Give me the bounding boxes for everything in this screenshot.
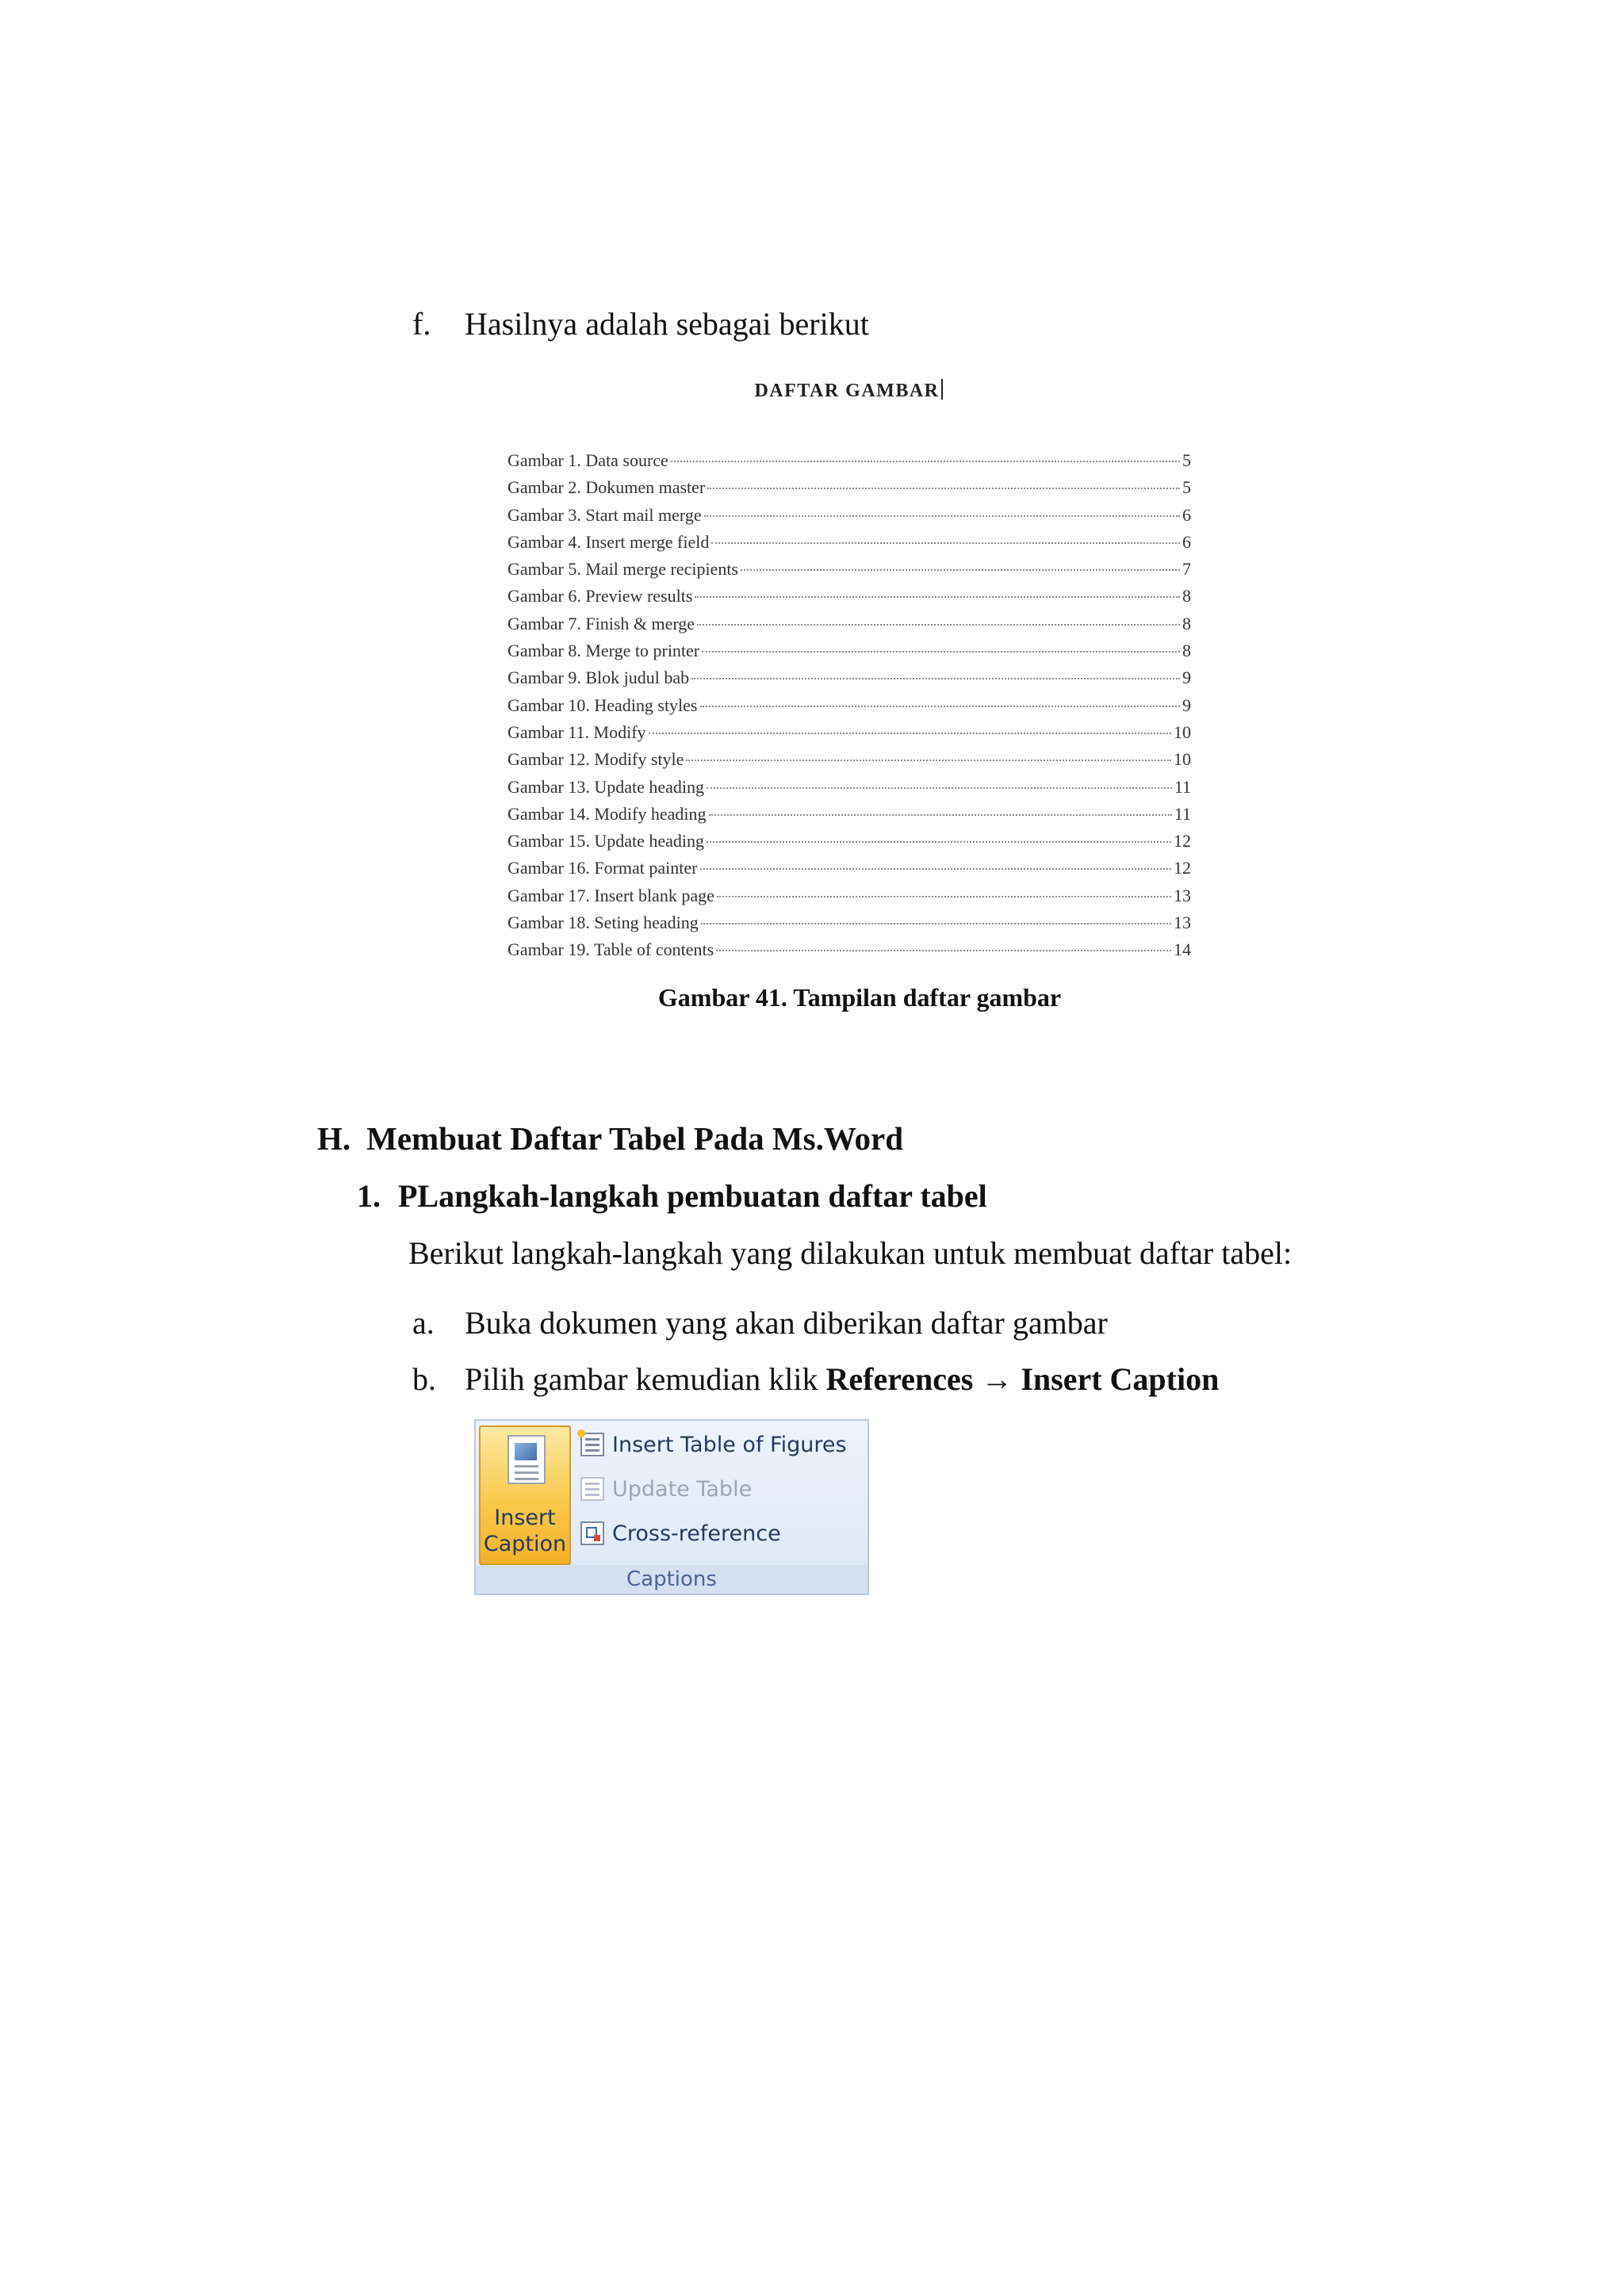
insert-caption-label: Insert Caption: [483, 1506, 567, 1556]
intro-paragraph: Berikut langkah-langkah yang dilakukan untuk membuat daftar tabel:: [408, 1235, 1293, 1271]
toc-entry: [508, 614, 1191, 641]
section-heading: [317, 1119, 903, 1158]
toc-entry: [508, 804, 1191, 831]
captions-group-label: Captions: [476, 1565, 868, 1594]
toc-leader-dots: [704, 515, 1180, 517]
step-b: [412, 1360, 1219, 1398]
step-b-references: References: [825, 1361, 974, 1397]
toc-leader-dots: [671, 461, 1180, 462]
toc-entry: [508, 886, 1191, 913]
toc-entry-page: 11: [1174, 803, 1191, 824]
toc-entry-label: Gambar 18. Seting heading: [508, 913, 699, 933]
toc-entry: [508, 450, 1191, 477]
toc-leader-dots: [711, 542, 1180, 544]
toc-entry-page: 10: [1174, 749, 1191, 770]
toc-entry-page: 8: [1182, 613, 1191, 633]
step-a-text: Buka dokumen yang akan diberikan daftar gambar: [465, 1305, 1108, 1341]
toc-entry-label: Gambar 4. Insert merge field: [508, 531, 710, 552]
toc-leader-dots: [649, 733, 1171, 734]
toc-entry-label: Gambar 2. Dokumen master: [508, 477, 706, 498]
toc-entry-label: Gambar 8. Merge to printer: [508, 641, 700, 661]
section-title: Membuat Daftar Tabel Pada Ms.Word: [366, 1120, 904, 1157]
toc-leader-dots: [695, 596, 1180, 598]
subsection-title: PLangkah-langkah pembuatan daftar tabel: [398, 1178, 987, 1214]
update-table-button[interactable]: [580, 1471, 752, 1506]
subsection-heading: [357, 1177, 987, 1215]
toc-leader-dots: [686, 760, 1171, 761]
step-f-marker: f.: [412, 306, 431, 342]
toc-entry-label: Gambar 1. Data source: [508, 450, 668, 470]
table-of-figures-icon: [580, 1433, 604, 1456]
toc-entry: [508, 559, 1191, 586]
toc-entry-page: 5: [1182, 450, 1191, 470]
toc-entry-label: Gambar 6. Preview results: [508, 586, 693, 607]
toc-leader-dots: [701, 923, 1171, 924]
toc-entry-label: Gambar 5. Mail merge recipients: [508, 559, 738, 580]
toc-entry-label: Gambar 9. Blok judul bab: [508, 668, 690, 688]
toc-entry-page: 10: [1174, 721, 1191, 742]
toc-leader-dots: [707, 841, 1171, 843]
toc-entry-label: Gambar 19. Table of contents: [508, 939, 714, 960]
toc-entry: [508, 913, 1191, 939]
step-a: [412, 1304, 1108, 1341]
toc-entry: [508, 505, 1191, 532]
toc-leader-dots: [697, 624, 1180, 626]
step-b-text: Pilih gambar kemudian klik: [465, 1361, 826, 1397]
toc-entry: [508, 722, 1191, 749]
toc-entry-page: 13: [1174, 913, 1191, 933]
toc-entry-page: 6: [1182, 504, 1191, 525]
toc-title: DAFTAR GAMBAR: [500, 379, 1197, 402]
toc-entry-label: Gambar 7. Finish & merge: [508, 613, 695, 633]
toc-entry: [508, 668, 1191, 695]
step-a-marker: a.: [412, 1305, 435, 1341]
toc-entry-page: 9: [1182, 695, 1191, 715]
toc-entry-label: Gambar 14. Modify heading: [508, 803, 707, 824]
step-b-marker: b.: [412, 1361, 436, 1397]
toc-entry-page: 9: [1182, 668, 1191, 688]
toc-entry: [508, 532, 1191, 559]
toc-entry-page: 6: [1182, 531, 1191, 552]
toc-entry-label: Gambar 16. Format painter: [508, 858, 698, 878]
toc-entry-page: 12: [1174, 858, 1191, 878]
cross-reference-button[interactable]: [580, 1516, 781, 1551]
step-b-insert-caption: Insert Caption: [1021, 1361, 1220, 1397]
toc-entry-label: Gambar 13. Update heading: [508, 776, 705, 797]
toc-entry: [508, 641, 1191, 668]
toc-entry: [508, 858, 1191, 885]
toc-entry: [508, 477, 1191, 504]
text-cursor: [941, 379, 943, 400]
insert-caption-icon: [508, 1435, 546, 1484]
toc-leader-dots: [707, 488, 1180, 489]
step-f-text: Hasilnya adalah sebagai berikut: [465, 306, 869, 342]
toc-entry-page: 11: [1174, 776, 1191, 797]
toc-entry-page: 14: [1174, 939, 1191, 960]
toc-entry-label: Gambar 11. Modify: [508, 721, 646, 742]
toc-leader-dots: [702, 651, 1180, 652]
toc-entry-label: Gambar 12. Modify style: [508, 749, 684, 770]
insert-table-of-figures-button[interactable]: [580, 1427, 847, 1462]
toc-entry: [508, 749, 1191, 776]
step-f: [412, 305, 869, 342]
toc-leader-dots: [700, 706, 1181, 707]
toc-list: [508, 450, 1191, 967]
cross-reference-icon: [580, 1521, 604, 1545]
toc-entry-page: 8: [1182, 586, 1191, 607]
toc-leader-dots: [716, 950, 1171, 951]
toc-leader-dots: [707, 787, 1172, 789]
update-table-label: Update Table: [612, 1476, 753, 1502]
toc-screenshot: [500, 365, 1197, 967]
toc-leader-dots: [741, 569, 1180, 571]
toc-entry-page: 8: [1182, 641, 1191, 661]
captions-ribbon-screenshot: [474, 1419, 869, 1595]
insert-table-of-figures-label: Insert Table of Figures: [612, 1432, 847, 1457]
subsection-marker: 1.: [357, 1178, 381, 1214]
toc-entry: [508, 777, 1191, 804]
toc-entry: [508, 939, 1191, 966]
step-b-arrow: →: [973, 1361, 1021, 1397]
toc-leader-dots: [709, 814, 1172, 816]
toc-entry-label: Gambar 10. Heading styles: [508, 695, 698, 715]
toc-entry: [508, 695, 1191, 722]
toc-leader-dots: [691, 678, 1180, 679]
toc-entry-label: Gambar 17. Insert blank page: [508, 885, 714, 905]
toc-leader-dots: [700, 868, 1172, 870]
section-marker: H.: [317, 1120, 351, 1157]
toc-entry-label: Gambar 3. Start mail merge: [508, 504, 702, 525]
toc-entry: [508, 586, 1191, 613]
insert-caption-button[interactable]: [479, 1425, 571, 1565]
toc-leader-dots: [717, 896, 1171, 897]
toc-entry-page: 7: [1182, 559, 1191, 580]
figure-caption: Gambar 41. Tampilan daftar gambar: [657, 983, 1062, 1012]
toc-entry: [508, 831, 1191, 858]
update-table-icon: [580, 1477, 604, 1501]
toc-entry-page: 13: [1174, 885, 1191, 905]
toc-entry-page: 12: [1174, 831, 1191, 851]
toc-entry-label: Gambar 15. Update heading: [508, 831, 705, 851]
toc-entry-page: 5: [1182, 477, 1191, 498]
cross-reference-label: Cross-reference: [612, 1521, 781, 1546]
